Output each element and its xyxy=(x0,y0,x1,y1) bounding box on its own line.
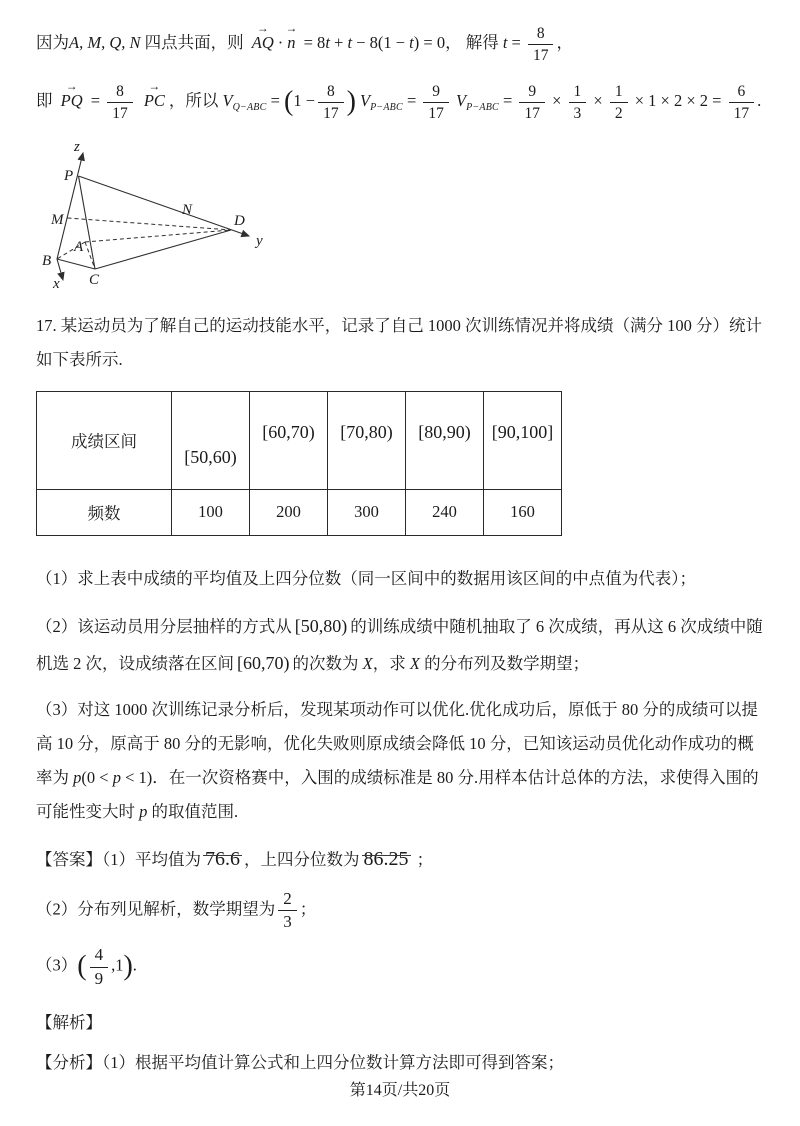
label-P: P xyxy=(64,168,74,185)
edge-PC xyxy=(79,176,96,269)
numerator: 1 xyxy=(569,82,587,103)
comma: , xyxy=(111,955,116,975)
numerator: 8 xyxy=(528,24,554,45)
subscript-QABC: Q−ABC xyxy=(232,101,267,113)
frequency-cell: 300 xyxy=(328,489,406,535)
text: 即 xyxy=(36,90,53,110)
frequency-cell: 240 xyxy=(406,489,484,535)
numerator: 9 xyxy=(519,82,545,103)
numerator: 1 xyxy=(610,82,628,103)
denominator: 2 xyxy=(614,105,623,123)
left-paren: ( xyxy=(284,86,294,118)
numerator: 8 xyxy=(318,82,344,103)
page-number: 第14页/共20页 xyxy=(349,1082,451,1099)
equals-sign: = xyxy=(503,90,513,110)
text: ，求 xyxy=(372,653,406,673)
text: 的次数为 xyxy=(292,653,359,673)
right-paren: ) xyxy=(123,950,133,982)
right-paren: ) xyxy=(346,86,356,118)
denominator: 9 xyxy=(94,968,104,988)
text: （1）平均值为 xyxy=(102,849,201,869)
edge-MD xyxy=(68,218,232,230)
analysis-header: 【解析】 xyxy=(36,1013,102,1033)
equals-sign: = xyxy=(90,90,101,110)
label-A: A xyxy=(74,239,84,256)
edge-BC xyxy=(57,259,95,269)
text: ； xyxy=(416,849,434,869)
var-p: p xyxy=(112,768,121,788)
comma: ， xyxy=(556,32,573,52)
denominator: 3 xyxy=(283,912,292,932)
label-B: B xyxy=(42,253,52,270)
equation-text: = 8 xyxy=(303,32,326,52)
equation-text: < 1) xyxy=(120,768,153,788)
solid-edges xyxy=(57,153,249,280)
text: 的分布列及数学期望； xyxy=(424,653,590,673)
dot-operator: · xyxy=(277,32,284,52)
label-M: M xyxy=(51,212,64,229)
var-V: V xyxy=(456,90,467,110)
vector-n: → n xyxy=(286,32,296,53)
score-table xyxy=(36,391,562,536)
fraction-8-17 xyxy=(107,82,133,122)
var-t: t xyxy=(409,32,414,52)
denominator: 17 xyxy=(112,105,128,123)
var-X: X xyxy=(362,653,373,673)
text: （2）该运动员用分层抽样的方式从 xyxy=(36,616,292,636)
vector-PC: → PC xyxy=(143,90,166,111)
analysis-part-1: 【分析】（1）根据平均值计算公式和上四分位数计算方法即可得到答案； xyxy=(36,1053,564,1073)
period: . xyxy=(132,955,137,975)
numerator: 9 xyxy=(423,82,449,103)
solution-line-2 xyxy=(36,82,766,122)
question-part-2 xyxy=(36,608,766,682)
frequency-cell: 200 xyxy=(250,489,328,535)
y-axis-through-PD xyxy=(79,176,250,236)
times-sign: × xyxy=(593,90,603,110)
var-V: V xyxy=(360,90,371,110)
table-row-intervals xyxy=(37,391,562,489)
answer-line-2 xyxy=(36,889,766,932)
interval-50-80: [50,80) xyxy=(294,615,348,636)
denominator: 3 xyxy=(573,105,582,123)
question-part-1: （1）求上表中成绩的平均值及上四分位数（同一区间中的数据用该区间的中点值为代表）； xyxy=(36,568,696,588)
answer-line-1 xyxy=(36,842,766,876)
numerator: 2 xyxy=(278,889,297,912)
text: 的训练成绩中随机抽取了 6 次成绩，再从这 6 次成绩中随机选 2 次，设成绩落在区间 xyxy=(36,616,763,673)
text: 因为 xyxy=(36,32,69,52)
label-y: y xyxy=(256,233,263,250)
fraction-8-17 xyxy=(318,82,344,122)
interval-cell: [60,70) xyxy=(250,391,328,489)
question-17-stem: 17. 某运动员为了解自己的运动技能水平，记录了自己 1000 次训练情况并将成绩（满分 100 分）统计如下表所示. xyxy=(36,316,762,369)
answer-upper-quartile: 86.25 xyxy=(364,842,409,876)
frequency-cell: 160 xyxy=(484,489,562,535)
times-sign: × xyxy=(552,90,562,110)
table-row-frequencies xyxy=(37,489,562,535)
interval-60-70: [60,70) xyxy=(237,652,290,673)
denominator: 17 xyxy=(428,105,444,123)
label-C: C xyxy=(89,272,100,289)
frequency-cell: 100 xyxy=(172,489,250,535)
interval-cell: [80,90) xyxy=(406,391,484,489)
text: ，所以 xyxy=(168,90,219,110)
label-z: z xyxy=(74,139,80,156)
numerator: 6 xyxy=(729,82,755,103)
edge-AC xyxy=(85,242,95,269)
equation-text: − 8(1 − xyxy=(352,32,410,52)
label-N: N xyxy=(182,202,193,219)
answer-mean-value: 76.6 xyxy=(205,842,240,876)
interval-cell: [70,80) xyxy=(328,391,406,489)
numerator: 8 xyxy=(107,82,133,103)
vector-AQ: → AQ xyxy=(251,32,275,53)
equals-sign: = xyxy=(270,90,280,110)
subscript-PABC: P−ABC xyxy=(370,101,403,113)
fraction-4-9 xyxy=(90,945,109,988)
fraction-2-3 xyxy=(278,889,297,932)
fraction-1-3 xyxy=(569,82,587,122)
var-p: p xyxy=(73,768,82,788)
solution-line-1 xyxy=(36,24,766,64)
equation-text: ) = 0， xyxy=(413,32,462,52)
var-X: X xyxy=(409,653,420,673)
points-list: A, M, Q, N xyxy=(69,32,141,52)
number-one: 1 xyxy=(115,955,124,975)
fraction-8-17 xyxy=(528,24,554,64)
fraction-1-2 xyxy=(610,82,628,122)
period: . xyxy=(757,90,762,110)
denominator: 17 xyxy=(733,105,750,123)
equals-sign: = xyxy=(511,32,521,52)
interval-header-cell: 成绩区间 xyxy=(37,391,172,489)
question-part-3 xyxy=(36,693,766,828)
var-V: V xyxy=(222,90,233,110)
interval-cell: [90,100] xyxy=(484,391,562,489)
pyramid-figure xyxy=(38,138,278,293)
text: ； xyxy=(299,899,317,919)
equals-sign: = xyxy=(406,90,417,110)
text: 解得 xyxy=(465,32,499,52)
denominator: 17 xyxy=(532,47,549,65)
var-t: t xyxy=(325,32,330,52)
label-x: x xyxy=(53,276,60,293)
label-D: D xyxy=(234,213,245,230)
text: 的取值范围. xyxy=(151,801,239,821)
fraction-9-17 xyxy=(519,82,545,122)
left-paren: ( xyxy=(77,950,87,982)
fraction-9-17 xyxy=(423,82,449,122)
var-t: t xyxy=(502,32,508,52)
text: ，上四分位数为 xyxy=(244,849,360,869)
equation-text: + xyxy=(329,32,348,52)
answer-line-3 xyxy=(36,945,766,988)
equation-text: × 1 × 2 × 2 = xyxy=(634,90,722,110)
text: （3） xyxy=(36,955,78,975)
denominator: 17 xyxy=(323,105,339,123)
var-t: t xyxy=(347,32,353,52)
subscript-PABC: P−ABC xyxy=(466,101,499,113)
interval-cell: [50,60) xyxy=(172,391,250,489)
fraction-6-17 xyxy=(729,82,755,122)
var-p: p xyxy=(139,801,148,821)
text: （3）对这 1000 次训练记录分析后，发现某项动作可以优化.优化成功后，原低于 80 分的成绩可以提高 10 分，原高于 80 分的无影响，优化失败则原成绩会降低 10 分，已知该运动员优化动作成功的概率为 xyxy=(36,700,758,788)
vector-PQ: → PQ xyxy=(60,90,84,111)
equation-text: 1 − xyxy=(293,90,316,110)
equation-text: (0 < xyxy=(81,768,113,788)
frequency-header-cell: 频数 xyxy=(37,489,172,535)
text: ．在一次资格赛中，入围的成绩标准是 80 分.用样本估计总体的方法，求使得入围的可能性变大时 xyxy=(36,768,759,821)
text: （2）分布列见解析，数学期望为 xyxy=(36,899,276,919)
numerator: 4 xyxy=(90,945,109,968)
denominator: 17 xyxy=(524,105,540,123)
answer-label: 【答案】 xyxy=(36,849,102,869)
text: 四点共面，则 xyxy=(144,32,244,52)
